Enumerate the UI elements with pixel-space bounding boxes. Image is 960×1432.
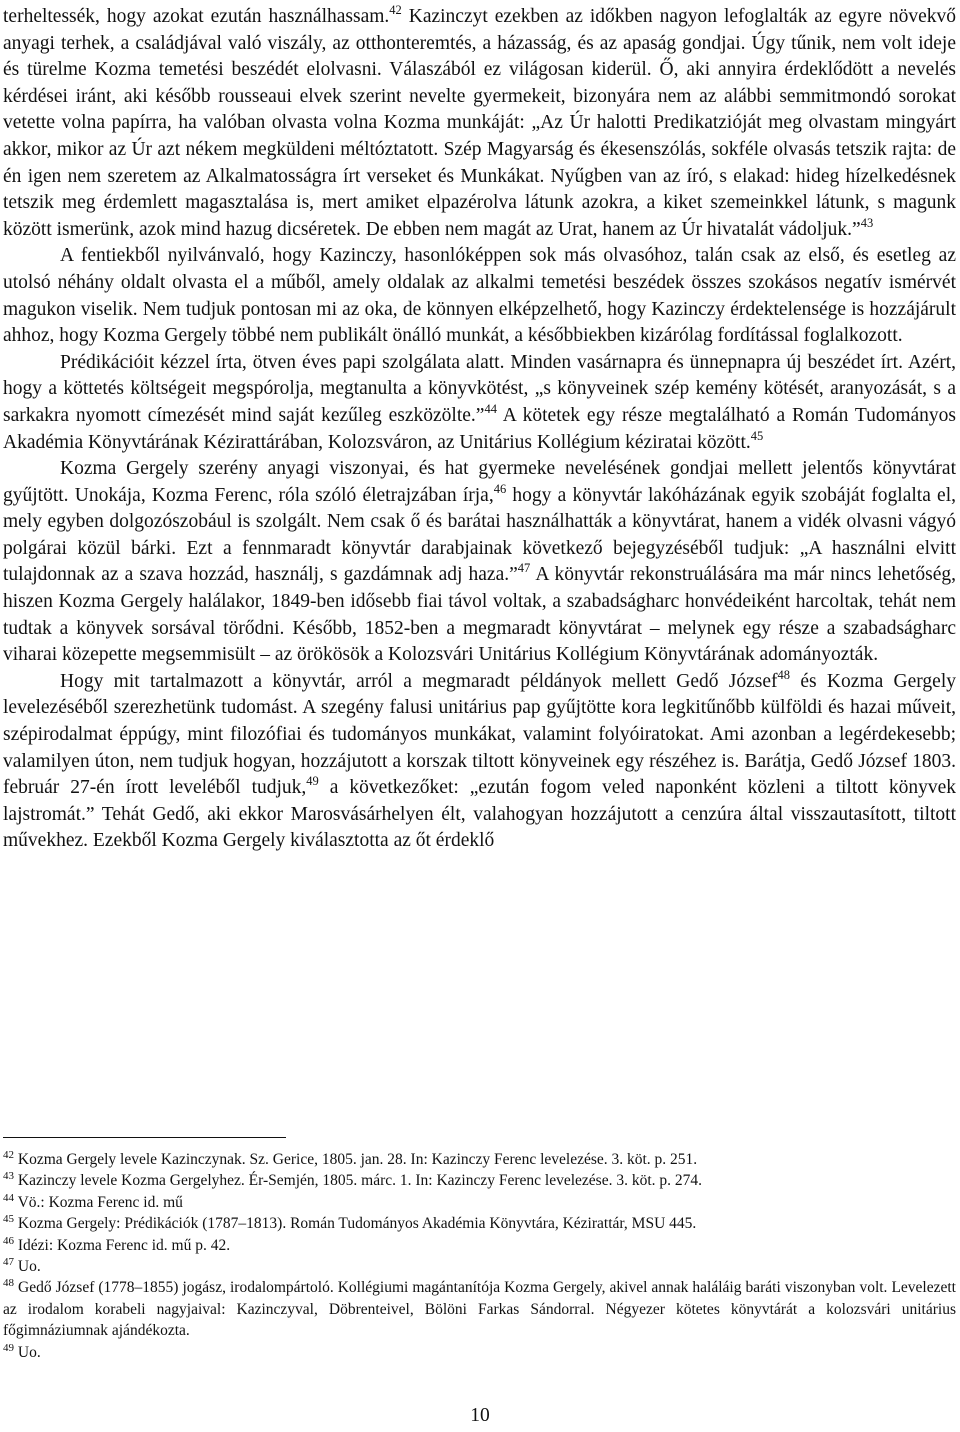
footnote [3, 1192, 956, 1213]
body-text [3, 4, 956, 855]
footnote-reference[interactable]: 44 [484, 401, 497, 416]
footnote-number: 48 [3, 1277, 14, 1290]
paragraph-text: Kazinczyt ezekben az időkben nagyon lefoglalták az egyre növekvő anyagi terhek, a családjával való viszály, az otthonteremtés, a házasság, és az apaság gondjai. Úgy tűnik, nem volt ideje és türelme Kozma temetési beszédét elolvasni. Válaszából ez világosan kiderül. Ő, aki annyira érdeklődött a nevelés kérdései iránt, aki később rousseaui elvek szerint nevelte gyermekeit, bizonyára nem az alábbi semmitmondó sorokat vetette volna papírra, ha valóban olvasta volna Kozma munkáját: „Az Úr halotti Predikatzióját meg olvastam mingyárt akkor, mikor az Úr azt nékem megküldeni méltóztatott. Szép Magyarság és ékesenszólás, sokféle olvasás tetszik rajta: de én igen nem szeretem az Alkalmatosságra írt verseket és Munkákat. Nyűgben van az író, s elakad: hideg hízelkedésnek tetszik meg érdemlett magasztalása is, mert amiket elpazérolva látunk azokra, a kiket szemeinkkel látunk, s magunk között ismerünk, azok mind hazug dicséretek. De ebben nem magát az Urat, hanem az Úr hivatalát vádoljuk.” [3, 6, 956, 240]
footnote [3, 1170, 956, 1191]
footnote-number: 42 [3, 1149, 14, 1161]
footnote-text: Uo. [14, 1258, 41, 1276]
paragraph-text: Prédikációit kézzel írta, ötven éves papi szolgálata alatt. Minden vasárnapra és ünnepnapra új beszédet írt. Azért, hogy a köttetés költségeit megspórolja, megtanulta a könyvkötést, „s könyveinek szép kemény kötését, aranyozását, s a sarkakra nyomott címezését mind saját kezűleg eszközölte.” [3, 351, 956, 426]
footnote-number: 46 [3, 1234, 14, 1247]
footnote-reference[interactable]: 48 [777, 667, 791, 682]
footnotes [3, 1149, 956, 1363]
footnote-text: Uo. [14, 1343, 41, 1361]
page-number: 10 [470, 1405, 490, 1426]
footnote [3, 1213, 956, 1234]
footnote-text: Vö.: Kozma Ferenc id. mű [14, 1193, 183, 1211]
footnote-text: Kozma Gergely levele Kazinczynak. Sz. Gerice, 1805. jan. 28. In: Kazinczy Ferenc levelezése. 3. köt. p. 251. [14, 1151, 698, 1168]
footnote-number: 47 [3, 1256, 14, 1269]
paragraph-text: terheltessék, hogy azokat ezután használhassam. [3, 6, 390, 27]
footnote-text: Kazinczy levele Kozma Gergelyhez. Ér-Semjén, 1805. márc. 1. In: Kazinczy Ferenc levelezése. 3. köt. p. 274. [14, 1172, 703, 1190]
footnote [3, 1149, 956, 1170]
paragraph [3, 4, 956, 243]
paragraph-text: Hogy mit tartalmazott a könyvtár, arról a megmaradt példányok mellett Gedő József [60, 670, 778, 692]
paragraph [3, 243, 956, 349]
footnote-reference[interactable]: 47 [517, 561, 531, 576]
paragraph-text: A fentiekből nyilvánvaló, hogy Kazinczy, hasonlóképpen sok más olvasóhoz, talán csak az első, és esetleg az utolsó néhány oldalt olvasta el a műből, amely oldalak az alkalmi temetési beszédek összes szokásos negatív ismérvét magukon viselik. Nem tudjuk pontosan mi az oka, de könnyen elképzelhető, hogy Kazinczy érdektelensége is hozzájárult ahhoz, hogy Kozma Gergely többé nem publikált önálló munkát, a későbbiekben kizárólag fordítással foglalkozott. [3, 245, 956, 347]
footnote-text: Gedő József (1778–1855) jogász, irodalompártoló. Kollégiumi magántanítója Kozma Gergely, akivel annak haláláig baráti viszonyban volt. Levelezett az irodalom korabeli nagyjaival: Kazinczyval, Döbrenteivel, Bölöni Farkas Sándorral. Négyezer kötetes könyvtárát a kolozsvári unitárius főgimnáziumnak ajándékozta. [3, 1279, 956, 1340]
footnote-separator [3, 1137, 286, 1138]
footnote [3, 1235, 956, 1256]
footnote-reference[interactable]: 45 [750, 428, 764, 443]
footnote-text: Idézi: Kozma Ferenc id. mű p. 42. [14, 1236, 231, 1254]
footnote-text: Kozma Gergely: Prédikációk (1787–1813). Román Tudományos Akadémia Könyvtára, Kézirattár, MSU 445. [14, 1215, 697, 1233]
footnote-reference[interactable]: 46 [493, 481, 507, 496]
footnote-number: 45 [3, 1213, 14, 1226]
footnote-reference[interactable]: 43 [860, 215, 874, 230]
paragraph [3, 669, 956, 855]
paragraph [3, 456, 956, 669]
paragraph-text: A kötetek egy része megtalálható a Román Tudományos Akadémia Könyvtárának Kézirattárában, Kolozsváron, az Unitárius Kollégium kéziratai között. [3, 404, 956, 453]
paragraph-text: A könyvtár rekonstruálására ma már nincs lehetőség, hiszen Kozma Gergely halálakor, 1849-ben idősebb fiai távol voltak, a szabadságharc honvédeiként harcoltak, tehát nem tudtak a könyvek sorsával törődni. Később, 1852-ben a megmaradt könyvtárat – melynek egy része a szabadságharc viharai közepette megsemmisült – az örökösök a Kolozsvári Unitárius Kollégium Könyvtárának adományozták. [3, 564, 956, 666]
footnote [3, 1277, 956, 1341]
paragraph-text: Kozma Gergely szerény anyagi viszonyai, és hat gyermeke nevelésének gondjai mellett jelentős könyvtárat gyűjtött. Unokája, Kozma Ferenc, róla szóló életrajzában írja, [3, 458, 956, 506]
footnote-reference[interactable]: 49 [306, 774, 319, 789]
footnote-number: 44 [3, 1191, 14, 1204]
footnote-number: 43 [3, 1170, 14, 1183]
paragraph-text: hogy a könyvtár lakóházának egyik szobáját foglalta el, mely egyben dolgozószobául is szolgált. Nem csak ő és barátai használhatták a könyvtárat, hanem a vidék olvasni vágyó polgárai közül bárki. Ezt a fennmaradt könyvtár darabjainak következő bejegyzéséből tudjuk: „A használni elvitt tulajdonnak az a szava hozzád, használj, s gazdámnak adj haza.” [3, 484, 957, 586]
footnote-reference[interactable]: 42 [389, 3, 402, 17]
footnote [3, 1256, 956, 1277]
paragraph [3, 350, 956, 456]
footnote [3, 1342, 956, 1363]
paragraph-text: a következőket: „ezután fogom veled naponként közleni a tiltott könyvek lajstromát.” Tehát Gedő, aki ekkor Marosvásárhelyen élt, valahogyan hozzájutott a cenzúra által visszautasított, tiltott művekhez. Ezekből Kozma Gergely kiválasztotta az őt érdeklő [3, 777, 956, 852]
footnote-number: 49 [3, 1341, 14, 1354]
paragraph-text: és Kozma Gergely levelezéséből szerezhetünk tudomást. A szegény falusi unitárius pap gyűjtötte kora legkitűnőbb külföldi és hazai műveit, szépirodalmat éppúgy, mint filozófiai és tudományos munkákat, valamint folyóiratokat. Ami azonban a legérdekesebb; valamilyen úton, nem tudjuk hogyan, hozzájutott a korszak tiltott könyveinek egy részéhez is. Barátja, Gedő József 1803. február 27-én írott leveléből tudjuk, [3, 670, 956, 799]
